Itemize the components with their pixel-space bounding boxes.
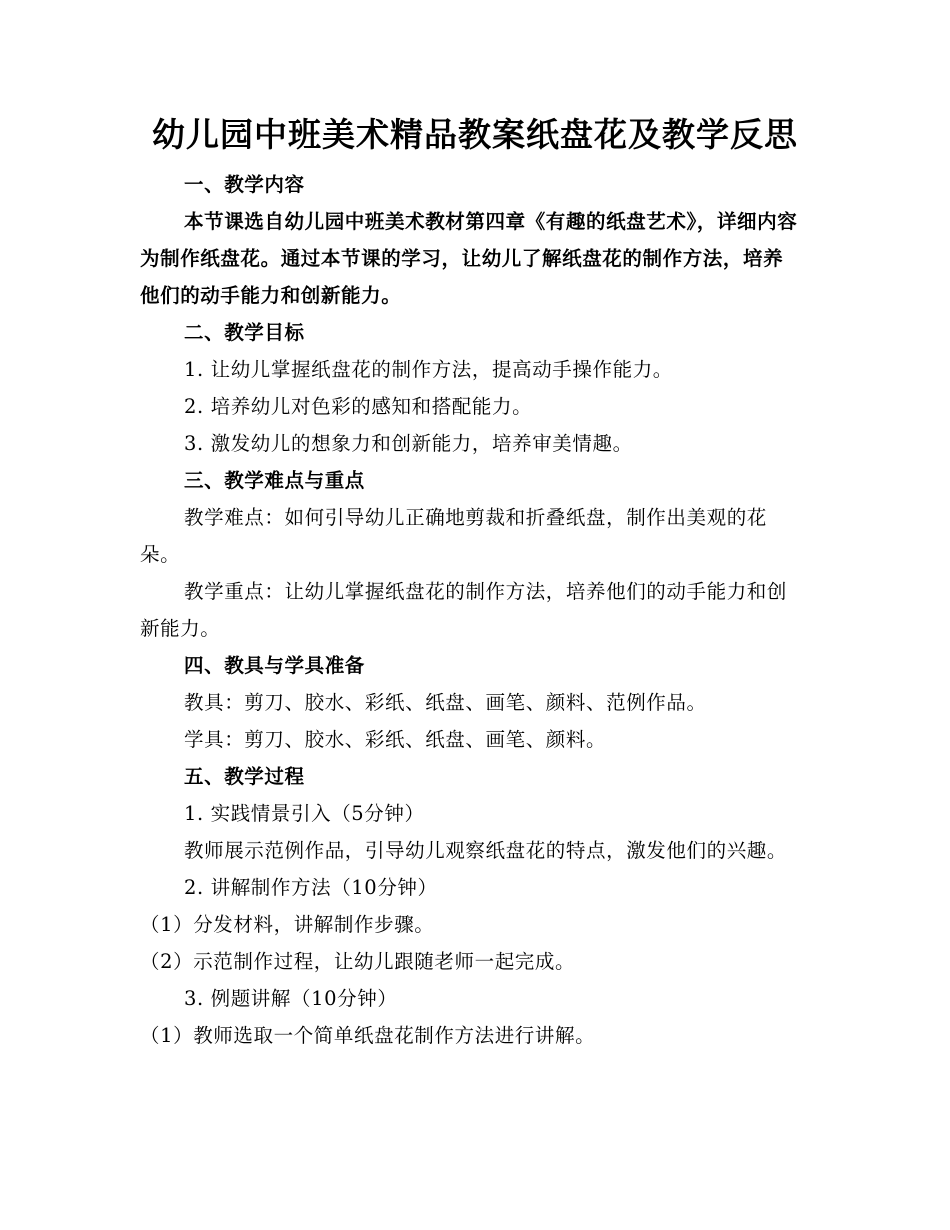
list-item: 2. 培养幼儿对色彩的感知和搭配能力。 (184, 395, 533, 418)
sub-list-item: （2）示范制作过程，让幼儿跟随老师一起完成。 (140, 950, 576, 973)
section-heading: 三、教学难点与重点 (184, 469, 365, 492)
sub-list-item: （1）分发材料，讲解制作步骤。 (140, 913, 435, 936)
list-item: 1. 让幼儿掌握纸盘花的制作方法，提高动手操作能力。 (184, 358, 673, 381)
section-heading: 一、教学内容 (184, 173, 305, 196)
section-heading: 五、教学过程 (184, 765, 305, 788)
document-title: 幼儿园中班美术精品教案纸盘花及教学反思 (152, 115, 798, 154)
section-heading: 四、教具与学具准备 (184, 654, 365, 677)
body-paragraph: 教具：剪刀、胶水、彩纸、纸盘、画笔、颜料、范例作品。 (184, 691, 707, 714)
list-item: 1. 实践情景引入（5分钟） (184, 802, 425, 825)
body-paragraph: 教学重点：让幼儿掌握纸盘花的制作方法，培养他们的动手能力和创新能力。 (140, 580, 788, 640)
body-paragraph: 学具：剪刀、胶水、彩纸、纸盘、画笔、颜料。 (184, 728, 607, 751)
section-heading: 二、教学目标 (184, 321, 305, 344)
document-body (140, 166, 800, 1054)
sub-list-item: （1）教师选取一个简单纸盘花制作方法进行讲解。 (140, 1024, 596, 1047)
body-paragraph: 教学难点：如何引导幼儿正确地剪裁和折叠纸盘，制作出美观的花朵。 (140, 506, 767, 566)
list-item: 2. 讲解制作方法（10分钟） (184, 876, 438, 899)
list-item: 3. 例题讲解（10分钟） (184, 987, 398, 1010)
body-paragraph: 本节课选自幼儿园中班美术教材第四章《有趣的纸盘艺术》，详细内容为制作纸盘花。通过本节课的学习，让幼儿了解纸盘花的制作方法，培养他们的动手能力和创新能力。 (140, 210, 798, 307)
body-paragraph: 教师展示范例作品，引导幼儿观察纸盘花的特点，激发他们的兴趣。 (184, 839, 788, 862)
list-item: 3. 激发幼儿的想象力和创新能力，培养审美情趣。 (184, 432, 633, 455)
